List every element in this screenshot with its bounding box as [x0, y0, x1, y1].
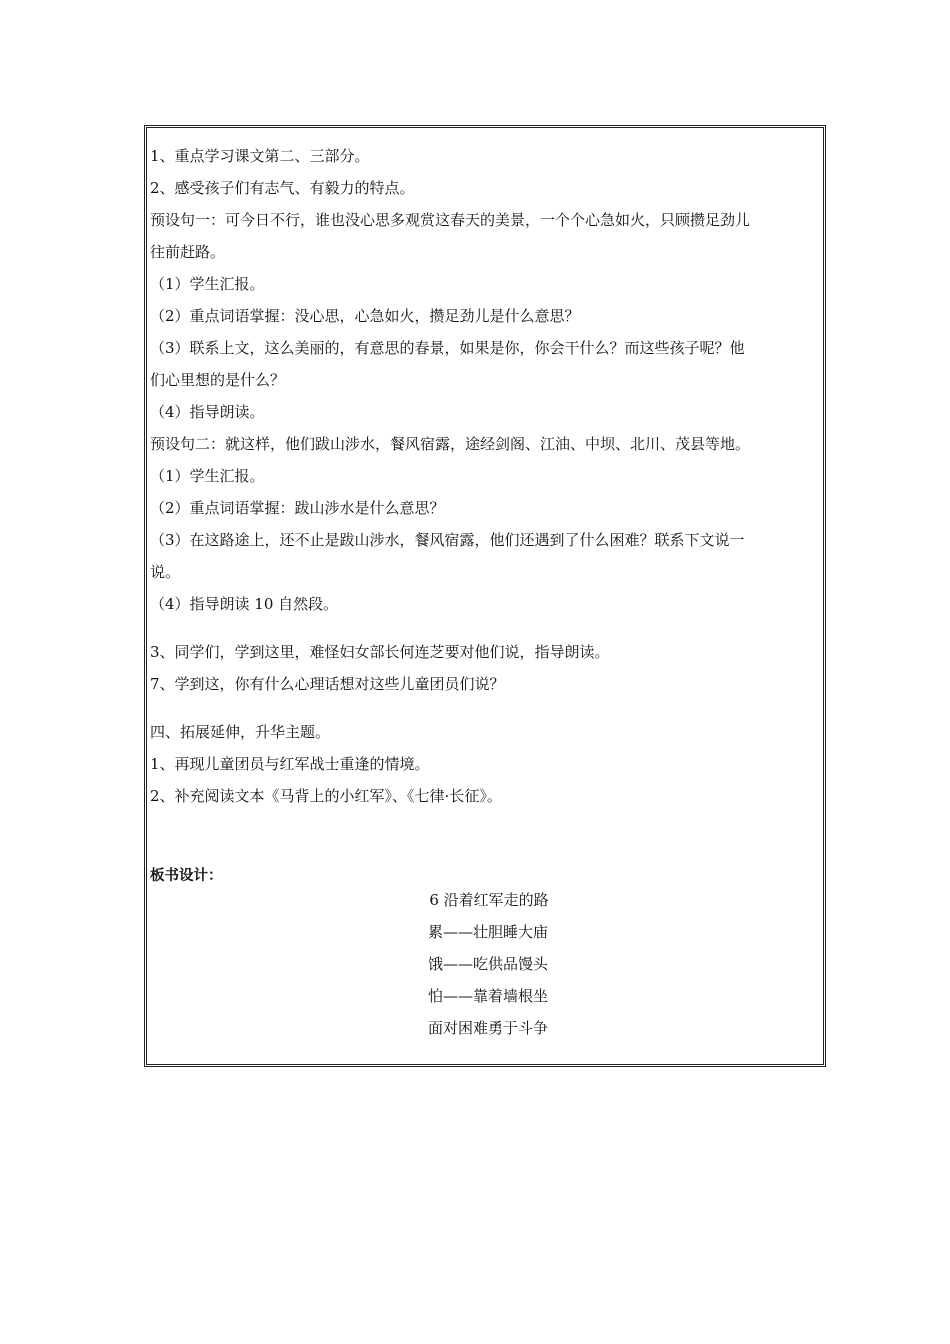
- text-line: 2、感受孩子们有志气、有毅力的特点。: [150, 179, 415, 197]
- text-line: 7、学到这，你有什么心理话想对这些儿童团员们说？: [150, 675, 505, 693]
- board-heading: 板书设计：: [150, 868, 223, 884]
- text-line: 预设句一：可今日不行，谁也没心思多观赏这春天的美景，一个个心急如火，只顾攒足劲儿: [150, 211, 751, 229]
- text-line: （4）指导朗读 10 自然段。: [150, 595, 339, 613]
- text-line: （3）在这路途上，还不止是跋山涉水，餐风宿露，他们还遇到了什么困难？联系下文说一: [150, 531, 745, 549]
- board-row: 怕——靠着墙根坐: [427, 987, 548, 1005]
- text-line: （3）联系上文，这么美丽的，有意思的春景，如果是你，你会干什么？而这些孩子呢？他: [150, 339, 745, 357]
- text-line: 3、同学们，学到这里，难怪妇女部长何连芝要对他们说，指导朗读。: [150, 643, 610, 661]
- board-summary: 面对困难勇于斗争: [427, 1019, 548, 1037]
- text-line: 1、重点学习课文第二、三部分。: [150, 147, 370, 165]
- text-line: （2）重点词语掌握：没心思，心急如火，攒足劲儿是什么意思？: [150, 307, 580, 325]
- board-title: 6 沿着红军走的路: [429, 891, 549, 909]
- board-row: 累——壮胆睡大庙: [427, 923, 548, 941]
- text-line: （4）指导朗读。: [150, 403, 265, 421]
- text-line: 们心里想的是什么？: [150, 371, 286, 389]
- lesson-text: [150, 140, 822, 892]
- text-line: （1）学生汇报。: [150, 467, 265, 485]
- text-line: 说。: [150, 563, 181, 581]
- content-table: [144, 125, 826, 1067]
- text-line: 预设句二：就这样，他们跋山涉水，餐风宿露，途经剑阁、江油、中坝、北川、茂县等地。: [150, 435, 751, 453]
- section-heading: 四、拓展延伸，升华主题。: [150, 723, 331, 741]
- text-line: 往前赶路。: [150, 243, 226, 261]
- board-design: [147, 884, 829, 1044]
- board-row: 饿——吃供品馒头: [427, 955, 548, 973]
- text-line: 1、再现儿童团员与红军战士重逢的情境。: [150, 755, 430, 773]
- text-line: （2）重点词语掌握：跋山涉水是什么意思？: [150, 499, 445, 517]
- text-line: 2、补充阅读文本《马背上的小红军》、《七律·长征》。: [150, 787, 502, 805]
- text-line: （1）学生汇报。: [150, 275, 265, 293]
